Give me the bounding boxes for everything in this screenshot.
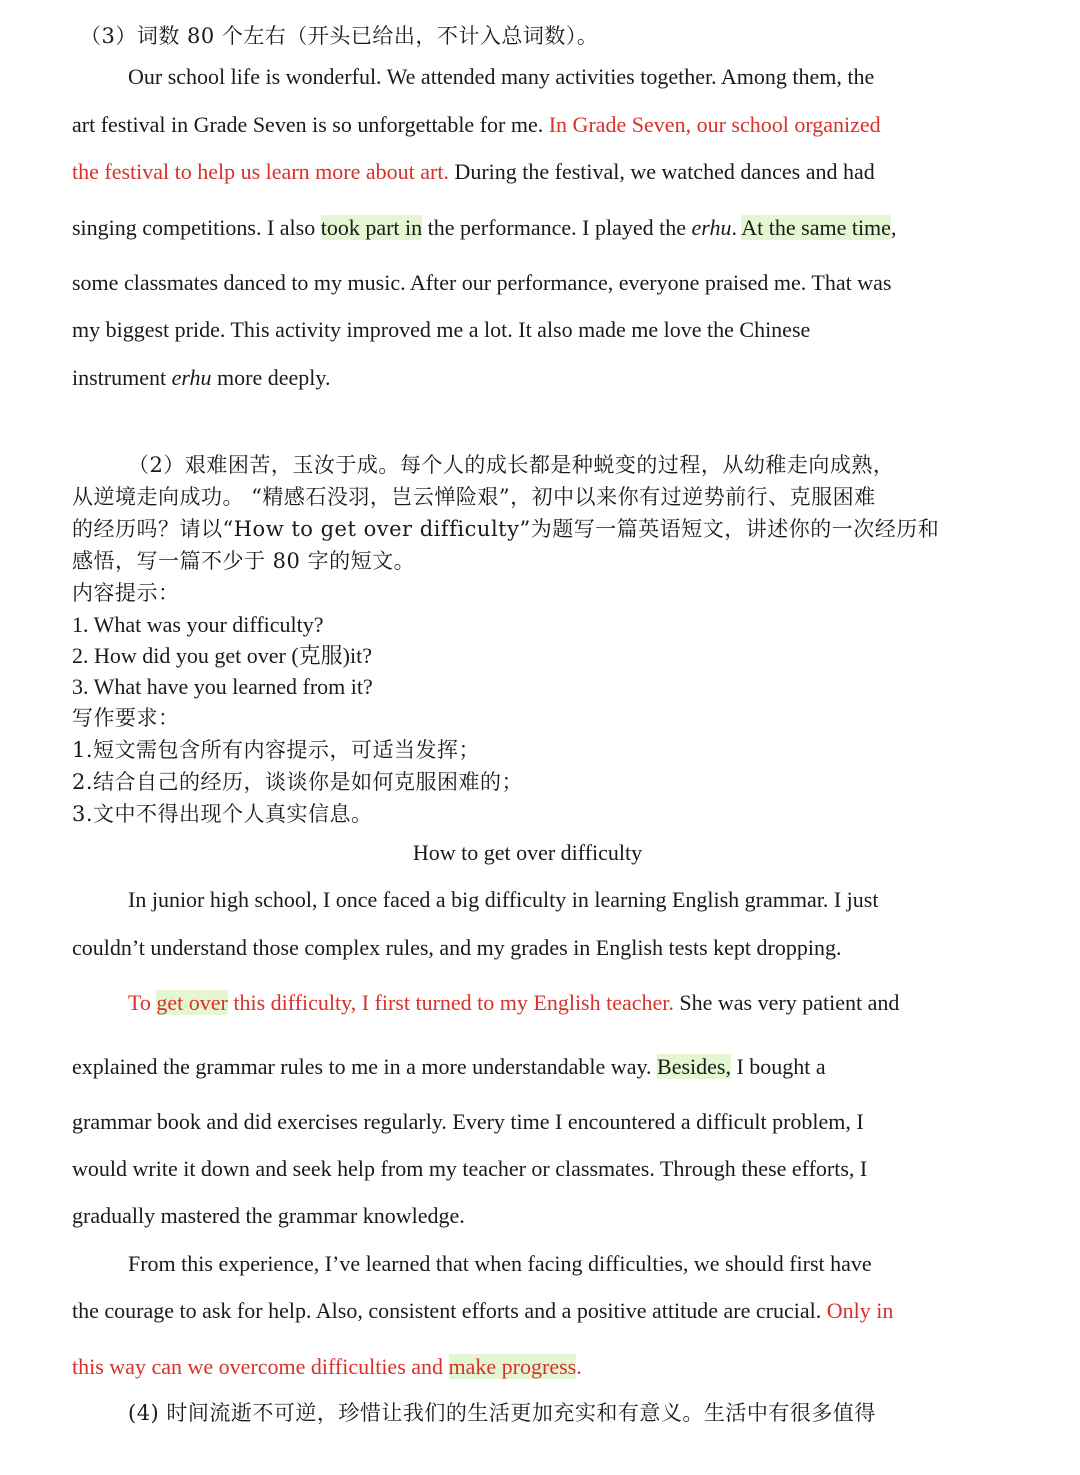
essay2-line: In junior high school, I once faced a big difficulty in learning English grammar. I just: [128, 887, 879, 912]
essay1-line: [72, 111, 881, 139]
text: She was very patient and: [673, 990, 900, 1015]
task4-prompt-line: (4) 时间流逝不可逆，珍惜让我们的生活更加充实和有意义。生活中有很多值得: [128, 1401, 876, 1425]
text: .: [731, 215, 742, 240]
red-text: In Grade Seven, our school organized: [548, 112, 881, 137]
content-hint: 2. How did you get over (克服)it?: [72, 643, 372, 668]
italic-word: erhu: [691, 215, 732, 240]
task2-prompt-line: （2）艰难困苦，玉汝于成。每个人的成长都是种蜕变的过程，从幼稚走向成熟，: [128, 453, 895, 477]
writing-requirement: 2.结合自己的经历，谈谈你是如何克服困难的；: [72, 770, 524, 794]
essay1-line: [72, 214, 896, 242]
writing-requirement: 1.短文需包含所有内容提示，可适当发挥；: [72, 738, 481, 762]
essay2-line: [72, 1053, 826, 1081]
content-hints-label: 内容提示：: [72, 581, 180, 605]
essay2-line: [72, 1297, 893, 1325]
red-text: this difficulty, I first turned to my English teacher.: [227, 990, 674, 1015]
text: the courage to ask for help. Also, consistent efforts and a positive attitude are crucial.: [72, 1298, 827, 1323]
essay1-line: Our school life is wonderful. We attended many activities together. Among them, the: [128, 64, 875, 89]
highlighted-phrase: took part in: [320, 215, 423, 240]
red-text: To: [128, 990, 157, 1015]
highlighted-phrase: At the same time: [741, 215, 891, 240]
text: art festival in Grade Seven is so unforgettable for me.: [72, 112, 549, 137]
text: more deeply.: [211, 365, 331, 390]
essay2-line: [128, 989, 899, 1017]
essay2-line: couldn’t understand those complex rules, and my grades in English tests kept dropping.: [72, 935, 842, 960]
essay1-line: my biggest pride. This activity improved me a lot. It also made me love the Chinese: [72, 317, 811, 342]
task2-prompt-line: 从逆境走向成功。 “精感石没羽，岂云惮险艰”，初中以来你有过逆势前行、克服困难: [72, 485, 876, 509]
red-text: .: [576, 1354, 582, 1379]
text: ,: [890, 215, 897, 240]
essay2-line: grammar book and did exercises regularly. Every time I encountered a difficult problem, I: [72, 1109, 864, 1134]
essay2-line: gradually mastered the grammar knowledge.: [72, 1203, 465, 1228]
highlighted-phrase: get over: [156, 990, 228, 1015]
text: instrument: [72, 365, 172, 390]
red-text: Only in: [826, 1298, 894, 1323]
task2-prompt-line: 的经历吗？请以“How to get over difficulty”为题写一篇英语短文，讲述你的一次经历和: [72, 517, 940, 541]
task2-prompt-line: 感悟，写一篇不少于 80 字的短文。: [72, 549, 416, 573]
text: I bought a: [730, 1054, 826, 1079]
writing-requirement: 3.文中不得出现个人真实信息。: [72, 802, 373, 826]
highlighted-phrase: make progress: [448, 1354, 577, 1379]
content-hint: 1. What was your difficulty?: [72, 612, 324, 637]
writing-requirements-label: 写作要求：: [72, 706, 180, 730]
essay2-line: From this experience, I’ve learned that when facing difficulties, we should first have: [128, 1251, 872, 1276]
red-text: the festival to help us learn more about art.: [72, 159, 449, 184]
text: explained the grammar rules to me in a more understandable way.: [72, 1054, 658, 1079]
content-hint: 3. What have you learned from it?: [72, 674, 373, 699]
essay1-line: [72, 158, 875, 186]
essay2-line: would write it down and seek help from my teacher or classmates. Through these efforts, I: [72, 1156, 868, 1181]
essay2-title: How to get over difficulty: [412, 840, 643, 865]
highlighted-phrase: Besides,: [657, 1054, 731, 1079]
essay1-line: some classmates danced to my music. After our performance, everyone praised me. That was: [72, 270, 892, 295]
red-text: this way can we overcome difficulties and: [72, 1354, 449, 1379]
text: During the festival, we watched dances and had: [448, 159, 875, 184]
italic-word: erhu: [171, 365, 212, 390]
text: singing competitions. I also: [72, 215, 321, 240]
text: the performance. I played the: [422, 215, 692, 240]
essay2-line: [72, 1353, 582, 1381]
essay1-requirement: （3）词数 80 个左右（开头已给出，不计入总词数）。: [80, 24, 599, 48]
essay1-line: [72, 364, 330, 392]
